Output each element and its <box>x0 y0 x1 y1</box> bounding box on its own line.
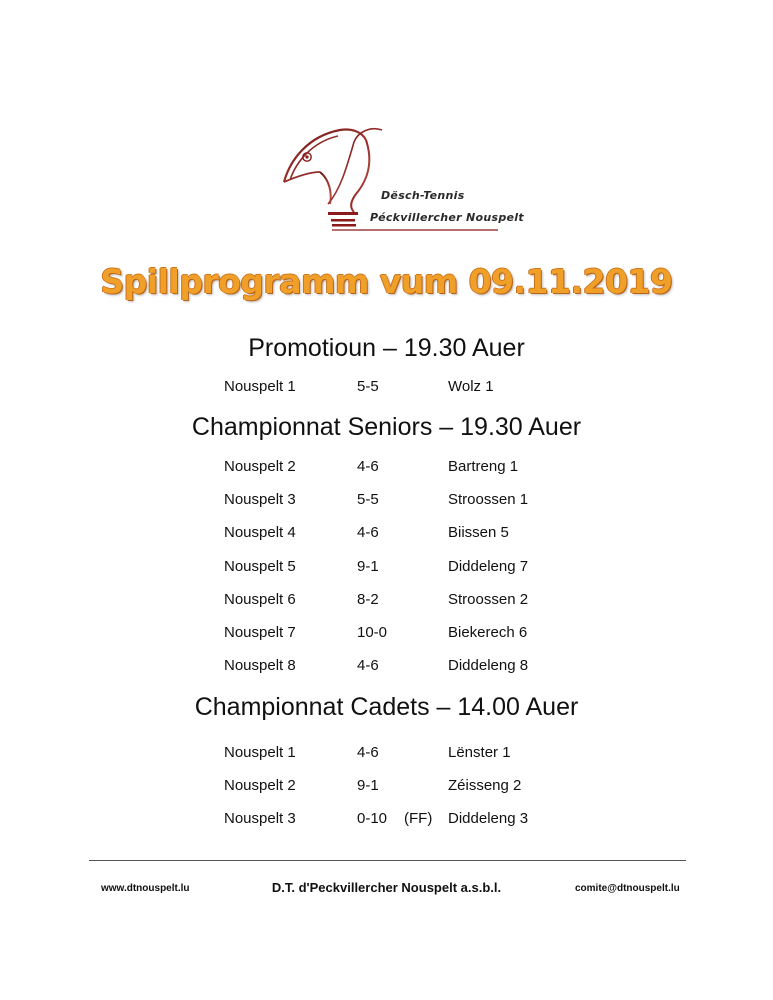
away-team: Wolz 1 <box>448 378 494 395</box>
match-row <box>0 810 773 832</box>
match-score: 10-0 <box>357 624 388 641</box>
match-score: 4-6 <box>357 524 379 541</box>
section-title-cadets: Championnat Cadets – 14.00 Auer <box>194 693 579 721</box>
match-row <box>0 777 773 799</box>
away-team: Diddeleng 7 <box>448 558 529 575</box>
match-row <box>0 744 773 766</box>
home-team: Nouspelt 3 <box>224 491 296 508</box>
home-team: Nouspelt 3 <box>224 810 296 827</box>
home-team: Nouspelt 2 <box>224 458 296 475</box>
away-team: Diddeleng 8 <box>448 657 529 674</box>
footer-website: www.dtnouspelt.lu <box>101 883 190 894</box>
match-score: 4-6 <box>357 744 379 761</box>
section-title-promotioun: Promotioun – 19.30 Auer <box>248 334 525 362</box>
match-row <box>0 378 773 400</box>
footer-email: comite@dtnouspelt.lu <box>575 883 680 894</box>
home-team: Nouspelt 1 <box>224 378 296 395</box>
away-team: Lënster 1 <box>448 744 511 761</box>
home-team: Nouspelt 1 <box>224 744 296 761</box>
away-team: Biissen 5 <box>448 524 509 541</box>
match-score: 5-5 <box>357 491 379 508</box>
section-title-seniors: Championnat Seniors – 19.30 Auer <box>191 413 582 441</box>
footer-divider <box>89 860 686 861</box>
logo-text-line1: Dësch-Tennis <box>381 189 465 202</box>
home-team: Nouspelt 2 <box>224 777 296 794</box>
match-score: 8-2 <box>357 591 379 608</box>
match-row <box>0 458 773 480</box>
match-score: 0-10 <box>357 810 388 827</box>
page-title: Spillprogramm vum 09.11.2019 <box>100 262 673 301</box>
home-team: Nouspelt 5 <box>224 558 296 575</box>
logo-text-line2: Péckvillercher Nouspelt <box>370 211 524 224</box>
match-score: 9-1 <box>357 777 379 794</box>
match-note: (FF) <box>404 810 433 827</box>
home-team: Nouspelt 6 <box>224 591 296 608</box>
match-score: 4-6 <box>357 657 379 674</box>
match-score: 4-6 <box>357 458 379 475</box>
footer-club-name: D.T. d'Peckvillercher Nouspelt a.s.b.l. <box>271 880 502 895</box>
away-team: Biekerech 6 <box>448 624 528 641</box>
away-team: Stroossen 1 <box>448 491 529 508</box>
match-row <box>0 491 773 513</box>
away-team: Diddeleng 3 <box>448 810 529 827</box>
away-team: Stroossen 2 <box>448 591 529 608</box>
match-row <box>0 558 773 580</box>
home-team: Nouspelt 8 <box>224 657 296 674</box>
match-score: 9-1 <box>357 558 379 575</box>
home-team: Nouspelt 7 <box>224 624 296 641</box>
match-row <box>0 591 773 613</box>
match-score: 5-5 <box>357 378 379 395</box>
away-team: Zéisseng 2 <box>448 777 522 794</box>
match-row <box>0 657 773 679</box>
home-team: Nouspelt 4 <box>224 524 296 541</box>
away-team: Bartreng 1 <box>448 458 519 475</box>
match-row <box>0 524 773 546</box>
match-row <box>0 624 773 646</box>
